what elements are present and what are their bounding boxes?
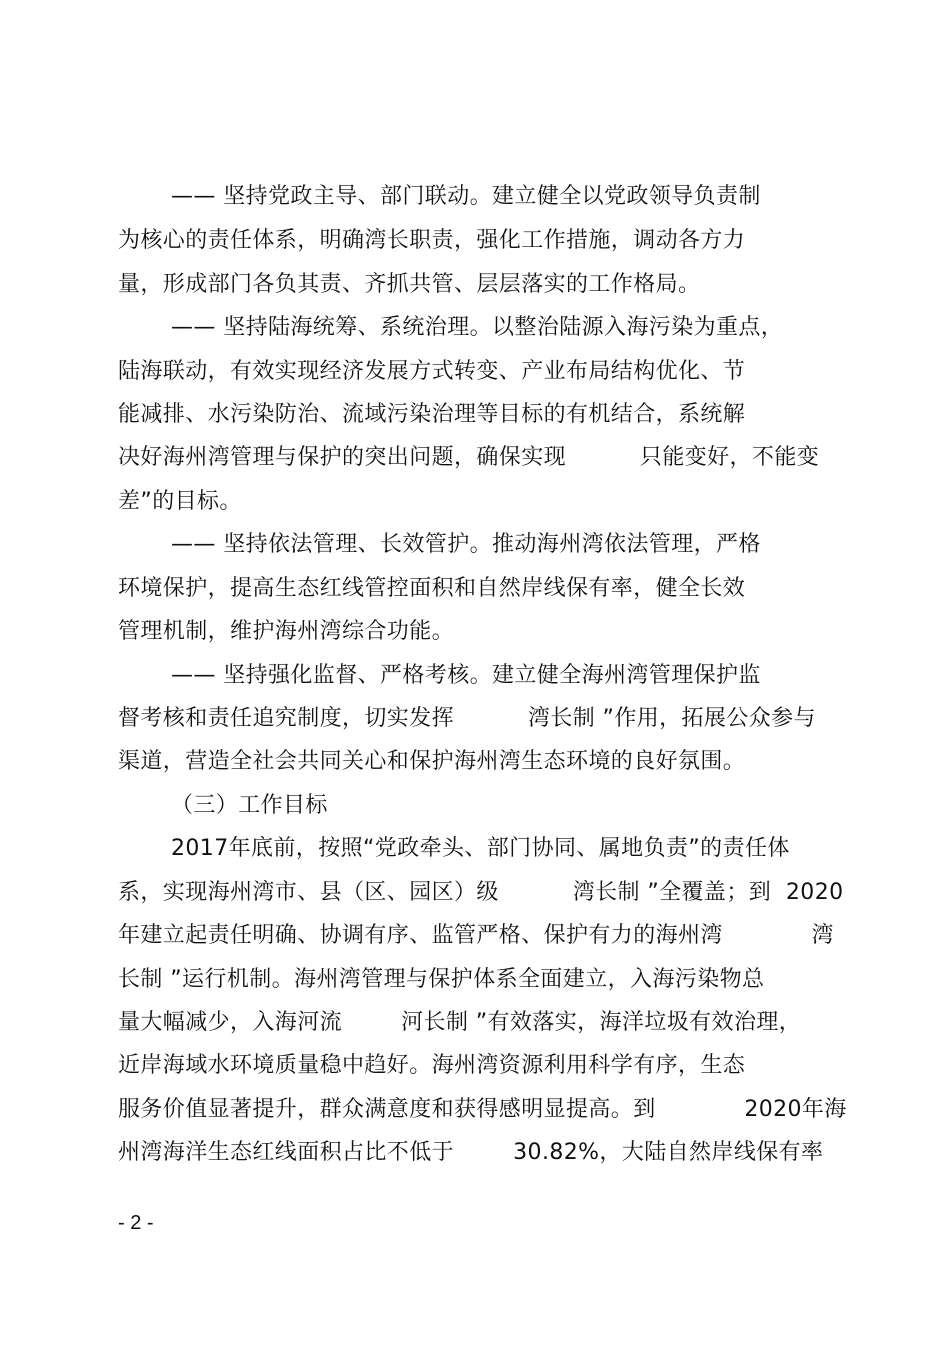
text-line: —— 坚持依法管理、长效管护。推动海州湾依法管理，严格: [171, 532, 761, 557]
text-line: 州湾海洋生态红线面积占比不低于 30.82%，大陆自然岸线保有率: [118, 1140, 824, 1165]
text-line: 决好海州湾管理与保护的突出问题，确保实现 只能变好，不能变: [118, 445, 820, 470]
text-line: 服务价值显著提升，群众满意度和获得感明显提高。到 2020年海: [118, 1097, 847, 1122]
section-heading: （三）工作目标: [171, 793, 328, 818]
text-line: 近岸海域水环境质量稳中趋好。海州湾资源利用科学有序，生态: [118, 1053, 746, 1078]
text-line: 陆海联动，有效实现经济发展方式转变、产业布局结构优化、节: [118, 359, 746, 384]
text-line: 渠道，营造全社会共同关心和保护海州湾生态环境的良好氛围。: [118, 749, 746, 774]
text-line: 督考核和责任追究制度，切实发挥 湾长制 ”作用，拓展公众参与: [118, 706, 816, 731]
text-line: 环境保护，提高生态红线管控面积和自然岸线保有率，健全长效: [118, 576, 746, 601]
text-line: 2017年底前，按照“党政牵头、部门协同、属地负责”的责任体: [171, 836, 790, 861]
text-line: —— 坚持陆海统筹、系统治理。以整治陆源入海污染为重点，: [171, 315, 784, 340]
text-line: 管理机制，维护海州湾综合功能。: [118, 619, 455, 644]
text-line: —— 坚持党政主导、部门联动。建立健全以党政领导负责制: [171, 184, 761, 209]
text-line: 年建立起责任明确、协调有序、监管严格、保护有力的海州湾 湾: [118, 923, 834, 948]
text-line: 能减排、水污染防治、流域污染治理等目标的有机结合，系统解: [118, 402, 746, 427]
text-line: 为核心的责任体系，明确湾长职责，强化工作措施，调动各方力: [118, 228, 746, 253]
text-line: 量，形成部门各负其责、齐抓共管、层层落实的工作格局。: [118, 272, 701, 297]
text-line: —— 坚持强化监督、严格考核。建立健全海州湾管理保护监: [171, 663, 761, 688]
text-line: 系，实现海州湾市、县（区、园区）级 湾长制 ”全覆盖；到 2020: [118, 880, 844, 905]
text-line: 量大幅减少，入海河流 河长制 ”有效落实，海洋垃圾有效治理，: [118, 1010, 802, 1035]
text-line: 差”的目标。: [118, 489, 242, 514]
page-number: - 2 -: [118, 1212, 154, 1234]
text-line: 长制 ”运行机制。海州湾管理与保护体系全面建立，入海污染物总: [118, 967, 765, 992]
